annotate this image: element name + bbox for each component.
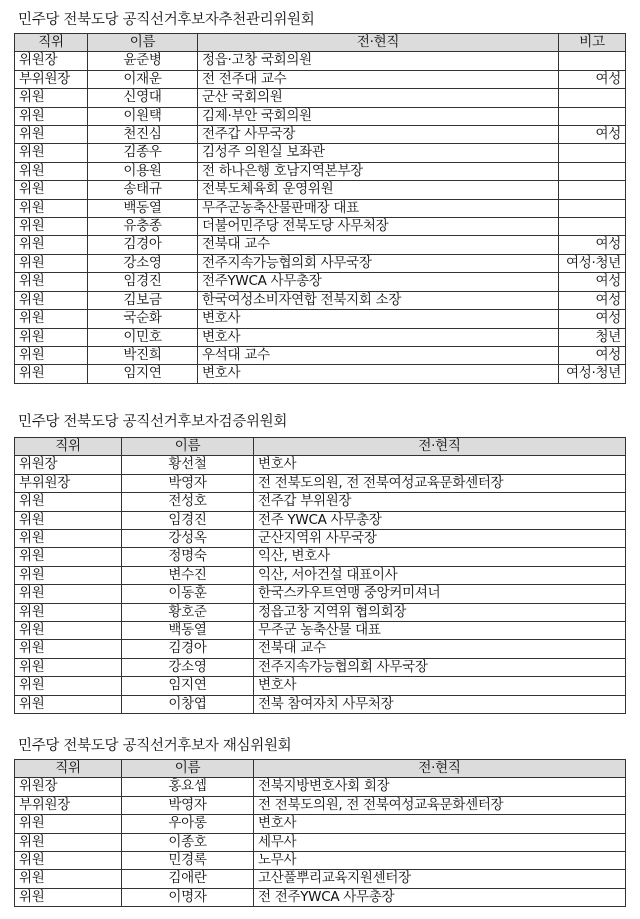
career-cell: 전북도체육회 운영위원 bbox=[198, 181, 559, 199]
note-cell: 여성 bbox=[559, 126, 626, 144]
note-cell bbox=[559, 218, 626, 236]
table-row bbox=[15, 273, 626, 291]
career-cell: 변호사 bbox=[254, 815, 626, 833]
note-cell: 여성·청년 bbox=[559, 365, 626, 383]
table-row bbox=[15, 511, 626, 529]
name-cell: 신영대 bbox=[88, 89, 198, 107]
column-header-name: 이름 bbox=[88, 34, 198, 52]
position-cell: 위원 bbox=[15, 365, 88, 383]
note-cell: 여성·청년 bbox=[559, 254, 626, 272]
table-row bbox=[15, 622, 626, 640]
position-cell: 위원 bbox=[15, 218, 88, 236]
career-cell: 전북대 교수 bbox=[254, 640, 626, 658]
table-row bbox=[15, 658, 626, 676]
table-row bbox=[15, 162, 626, 180]
position-cell: 위원 bbox=[15, 89, 88, 107]
table-body bbox=[15, 52, 626, 383]
career-cell: 전북대 교수 bbox=[198, 236, 559, 254]
column-header-name: 이름 bbox=[122, 760, 254, 778]
table-row bbox=[15, 530, 626, 548]
table-row bbox=[15, 566, 626, 584]
section-title: 민주당 전북도당 공직선거후보자 재심위원회 bbox=[18, 738, 292, 754]
name-cell: 윤준병 bbox=[88, 52, 198, 70]
career-cell: 정읍·고창 국회의원 bbox=[198, 52, 559, 70]
table-row bbox=[15, 833, 626, 851]
name-cell: 황선철 bbox=[122, 456, 254, 474]
table-row bbox=[15, 126, 626, 144]
table-row bbox=[15, 218, 626, 236]
career-cell: 변호사 bbox=[254, 456, 626, 474]
table-row bbox=[15, 778, 626, 796]
position-cell: 위원 bbox=[15, 162, 88, 180]
table-row bbox=[15, 254, 626, 272]
table-row bbox=[15, 796, 626, 814]
career-cell: 변호사 bbox=[198, 310, 559, 328]
career-cell: 한국여성소비자연합 전북지회 소장 bbox=[198, 291, 559, 309]
career-cell: 변호사 bbox=[198, 328, 559, 346]
note-cell bbox=[559, 107, 626, 125]
table-row bbox=[15, 474, 626, 492]
career-cell: 노무사 bbox=[254, 852, 626, 870]
table-header bbox=[15, 438, 626, 456]
position-cell: 위원 bbox=[15, 566, 122, 584]
table-row bbox=[15, 328, 626, 346]
table-row bbox=[15, 852, 626, 870]
position-cell: 위원 bbox=[15, 346, 88, 364]
note-cell bbox=[559, 144, 626, 162]
name-cell: 박영자 bbox=[122, 474, 254, 492]
note-cell bbox=[559, 162, 626, 180]
position-cell: 위원 bbox=[15, 622, 122, 640]
name-cell: 임지연 bbox=[88, 365, 198, 383]
table-row bbox=[15, 236, 626, 254]
position-cell: 위원장 bbox=[15, 456, 122, 474]
note-cell bbox=[559, 89, 626, 107]
table-row bbox=[15, 181, 626, 199]
name-cell: 임지연 bbox=[122, 677, 254, 695]
career-cell: 우석대 교수 bbox=[198, 346, 559, 364]
note-cell bbox=[559, 199, 626, 217]
table-row bbox=[15, 677, 626, 695]
position-cell: 위원 bbox=[15, 254, 88, 272]
career-cell: 전북 참여자치 사무처장 bbox=[254, 695, 626, 713]
career-cell: 한국스카우트연맹 중앙커미셔너 bbox=[254, 585, 626, 603]
position-cell: 위원 bbox=[15, 236, 88, 254]
name-cell: 이명자 bbox=[122, 888, 254, 906]
table-row bbox=[15, 107, 626, 125]
name-cell: 박진희 bbox=[88, 346, 198, 364]
name-cell: 강소영 bbox=[122, 658, 254, 676]
table-row bbox=[15, 888, 626, 906]
table-row bbox=[15, 548, 626, 566]
name-cell: 이민호 bbox=[88, 328, 198, 346]
position-cell: 부위원장 bbox=[15, 474, 122, 492]
name-cell: 변수진 bbox=[122, 566, 254, 584]
name-cell: 김경아 bbox=[88, 236, 198, 254]
position-cell: 위원 bbox=[15, 144, 88, 162]
table-row bbox=[15, 89, 626, 107]
name-cell: 천진심 bbox=[88, 126, 198, 144]
position-cell: 위원 bbox=[15, 107, 88, 125]
name-cell: 이용원 bbox=[88, 162, 198, 180]
review-committee-table bbox=[14, 759, 626, 907]
position-cell: 위원장 bbox=[15, 52, 88, 70]
career-cell: 익산, 서아건설 대표이사 bbox=[254, 566, 626, 584]
note-cell: 여성 bbox=[559, 70, 626, 88]
verification-committee-table bbox=[14, 437, 626, 714]
position-cell: 위원 bbox=[15, 585, 122, 603]
career-cell: 전주지속가능협의회 사무국장 bbox=[198, 254, 559, 272]
position-cell: 부위원장 bbox=[15, 796, 122, 814]
career-cell: 세무사 bbox=[254, 833, 626, 851]
position-cell: 위원 bbox=[15, 815, 122, 833]
position-cell: 위원 bbox=[15, 530, 122, 548]
position-cell: 위원 bbox=[15, 126, 88, 144]
position-cell: 위원 bbox=[15, 291, 88, 309]
position-cell: 부위원장 bbox=[15, 70, 88, 88]
career-cell: 더불어민주당 전북도당 사무처장 bbox=[198, 218, 559, 236]
name-cell: 김종우 bbox=[88, 144, 198, 162]
name-cell: 이재운 bbox=[88, 70, 198, 88]
note-cell: 여성 bbox=[559, 236, 626, 254]
career-cell: 김제·부안 국회의원 bbox=[198, 107, 559, 125]
career-cell: 전 전북도의원, 전 전북여성교육문화센터장 bbox=[254, 796, 626, 814]
table-row bbox=[15, 199, 626, 217]
name-cell: 김경아 bbox=[122, 640, 254, 658]
career-cell: 전주갑 사무국장 bbox=[198, 126, 559, 144]
table-row bbox=[15, 365, 626, 383]
note-cell: 여성 bbox=[559, 291, 626, 309]
name-cell: 국순화 bbox=[88, 310, 198, 328]
column-header-position: 직위 bbox=[15, 34, 88, 52]
note-cell: 여성 bbox=[559, 346, 626, 364]
note-cell: 여성 bbox=[559, 310, 626, 328]
career-cell: 무주군농축산물판매장 대표 bbox=[198, 199, 559, 217]
name-cell: 홍요셉 bbox=[122, 778, 254, 796]
position-cell: 위원 bbox=[15, 273, 88, 291]
career-cell: 김성주 의원실 보좌관 bbox=[198, 144, 559, 162]
career-cell: 전 전북도의원, 전 전북여성교육문화센터장 bbox=[254, 474, 626, 492]
column-header-position: 직위 bbox=[15, 760, 122, 778]
table-row bbox=[15, 70, 626, 88]
column-header-career: 전·현직 bbox=[198, 34, 559, 52]
career-cell: 전주지속가능협의회 사무국장 bbox=[254, 658, 626, 676]
career-cell: 군산지역위 사무국장 bbox=[254, 530, 626, 548]
career-cell: 전 전주YWCA 사무총장 bbox=[254, 888, 626, 906]
position-cell: 위원 bbox=[15, 852, 122, 870]
position-cell: 위원 bbox=[15, 888, 122, 906]
name-cell: 우아롱 bbox=[122, 815, 254, 833]
name-cell: 이종호 bbox=[122, 833, 254, 851]
career-cell: 무주군 농축산물 대표 bbox=[254, 622, 626, 640]
position-cell: 위원 bbox=[15, 658, 122, 676]
career-cell: 전 하나은행 호남지역본부장 bbox=[198, 162, 559, 180]
career-cell: 정읍고창 지역위 협의회장 bbox=[254, 603, 626, 621]
career-cell: 익산, 변호사 bbox=[254, 548, 626, 566]
column-header-career: 전·현직 bbox=[254, 438, 626, 456]
table-row bbox=[15, 493, 626, 511]
position-cell: 위원 bbox=[15, 640, 122, 658]
name-cell: 임경진 bbox=[88, 273, 198, 291]
table-row bbox=[15, 291, 626, 309]
career-cell: 군산 국회의원 bbox=[198, 89, 559, 107]
table-row bbox=[15, 603, 626, 621]
name-cell: 이창엽 bbox=[122, 695, 254, 713]
table-row bbox=[15, 346, 626, 364]
name-cell: 강성옥 bbox=[122, 530, 254, 548]
name-cell: 유충종 bbox=[88, 218, 198, 236]
table-row bbox=[15, 870, 626, 888]
name-cell: 이원택 bbox=[88, 107, 198, 125]
career-cell: 전북지방변호사회 회장 bbox=[254, 778, 626, 796]
table-body bbox=[15, 456, 626, 714]
position-cell: 위원 bbox=[15, 328, 88, 346]
position-cell: 위원 bbox=[15, 695, 122, 713]
note-cell: 청년 bbox=[559, 328, 626, 346]
table-row bbox=[15, 695, 626, 713]
table-body bbox=[15, 778, 626, 907]
recommendation-committee-table bbox=[14, 33, 626, 384]
name-cell: 박영자 bbox=[122, 796, 254, 814]
position-cell: 위원 bbox=[15, 511, 122, 529]
name-cell: 백동열 bbox=[122, 622, 254, 640]
career-cell: 전주 YWCA 사무총장 bbox=[254, 511, 626, 529]
position-cell: 위원 bbox=[15, 493, 122, 511]
career-cell: 변호사 bbox=[198, 365, 559, 383]
position-cell: 위원 bbox=[15, 870, 122, 888]
section-title: 민주당 전북도당 공직선거후보자검증위원회 bbox=[18, 414, 288, 430]
name-cell: 민경록 bbox=[122, 852, 254, 870]
position-cell: 위원 bbox=[15, 833, 122, 851]
position-cell: 위원 bbox=[15, 199, 88, 217]
career-cell: 전주YWCA 사무총장 bbox=[198, 273, 559, 291]
position-cell: 위원 bbox=[15, 603, 122, 621]
name-cell: 황호준 bbox=[122, 603, 254, 621]
table-header bbox=[15, 34, 626, 52]
name-cell: 이동훈 bbox=[122, 585, 254, 603]
career-cell: 고산풀뿌리교육지원센터장 bbox=[254, 870, 626, 888]
career-cell: 전 전주대 교수 bbox=[198, 70, 559, 88]
note-cell bbox=[559, 52, 626, 70]
table-row bbox=[15, 144, 626, 162]
note-cell: 여성 bbox=[559, 273, 626, 291]
name-cell: 정명숙 bbox=[122, 548, 254, 566]
table-row bbox=[15, 52, 626, 70]
column-header-name: 이름 bbox=[122, 438, 254, 456]
position-cell: 위원 bbox=[15, 310, 88, 328]
position-cell: 위원 bbox=[15, 181, 88, 199]
name-cell: 송태규 bbox=[88, 181, 198, 199]
name-cell: 김애란 bbox=[122, 870, 254, 888]
table-row bbox=[15, 585, 626, 603]
column-header-position: 직위 bbox=[15, 438, 122, 456]
column-header-note: 비고 bbox=[559, 34, 626, 52]
table-row bbox=[15, 310, 626, 328]
name-cell: 강소영 bbox=[88, 254, 198, 272]
note-cell bbox=[559, 181, 626, 199]
column-header-career: 전·현직 bbox=[254, 760, 626, 778]
name-cell: 백동열 bbox=[88, 199, 198, 217]
career-cell: 변호사 bbox=[254, 677, 626, 695]
name-cell: 전성호 bbox=[122, 493, 254, 511]
section-title: 민주당 전북도당 공직선거후보자추천관리위원회 bbox=[18, 12, 315, 28]
position-cell: 위원장 bbox=[15, 778, 122, 796]
table-row bbox=[15, 815, 626, 833]
position-cell: 위원 bbox=[15, 548, 122, 566]
table-row bbox=[15, 640, 626, 658]
name-cell: 임경진 bbox=[122, 511, 254, 529]
career-cell: 전주갑 부위원장 bbox=[254, 493, 626, 511]
table-header bbox=[15, 760, 626, 778]
table-row bbox=[15, 456, 626, 474]
name-cell: 김보금 bbox=[88, 291, 198, 309]
position-cell: 위원 bbox=[15, 677, 122, 695]
